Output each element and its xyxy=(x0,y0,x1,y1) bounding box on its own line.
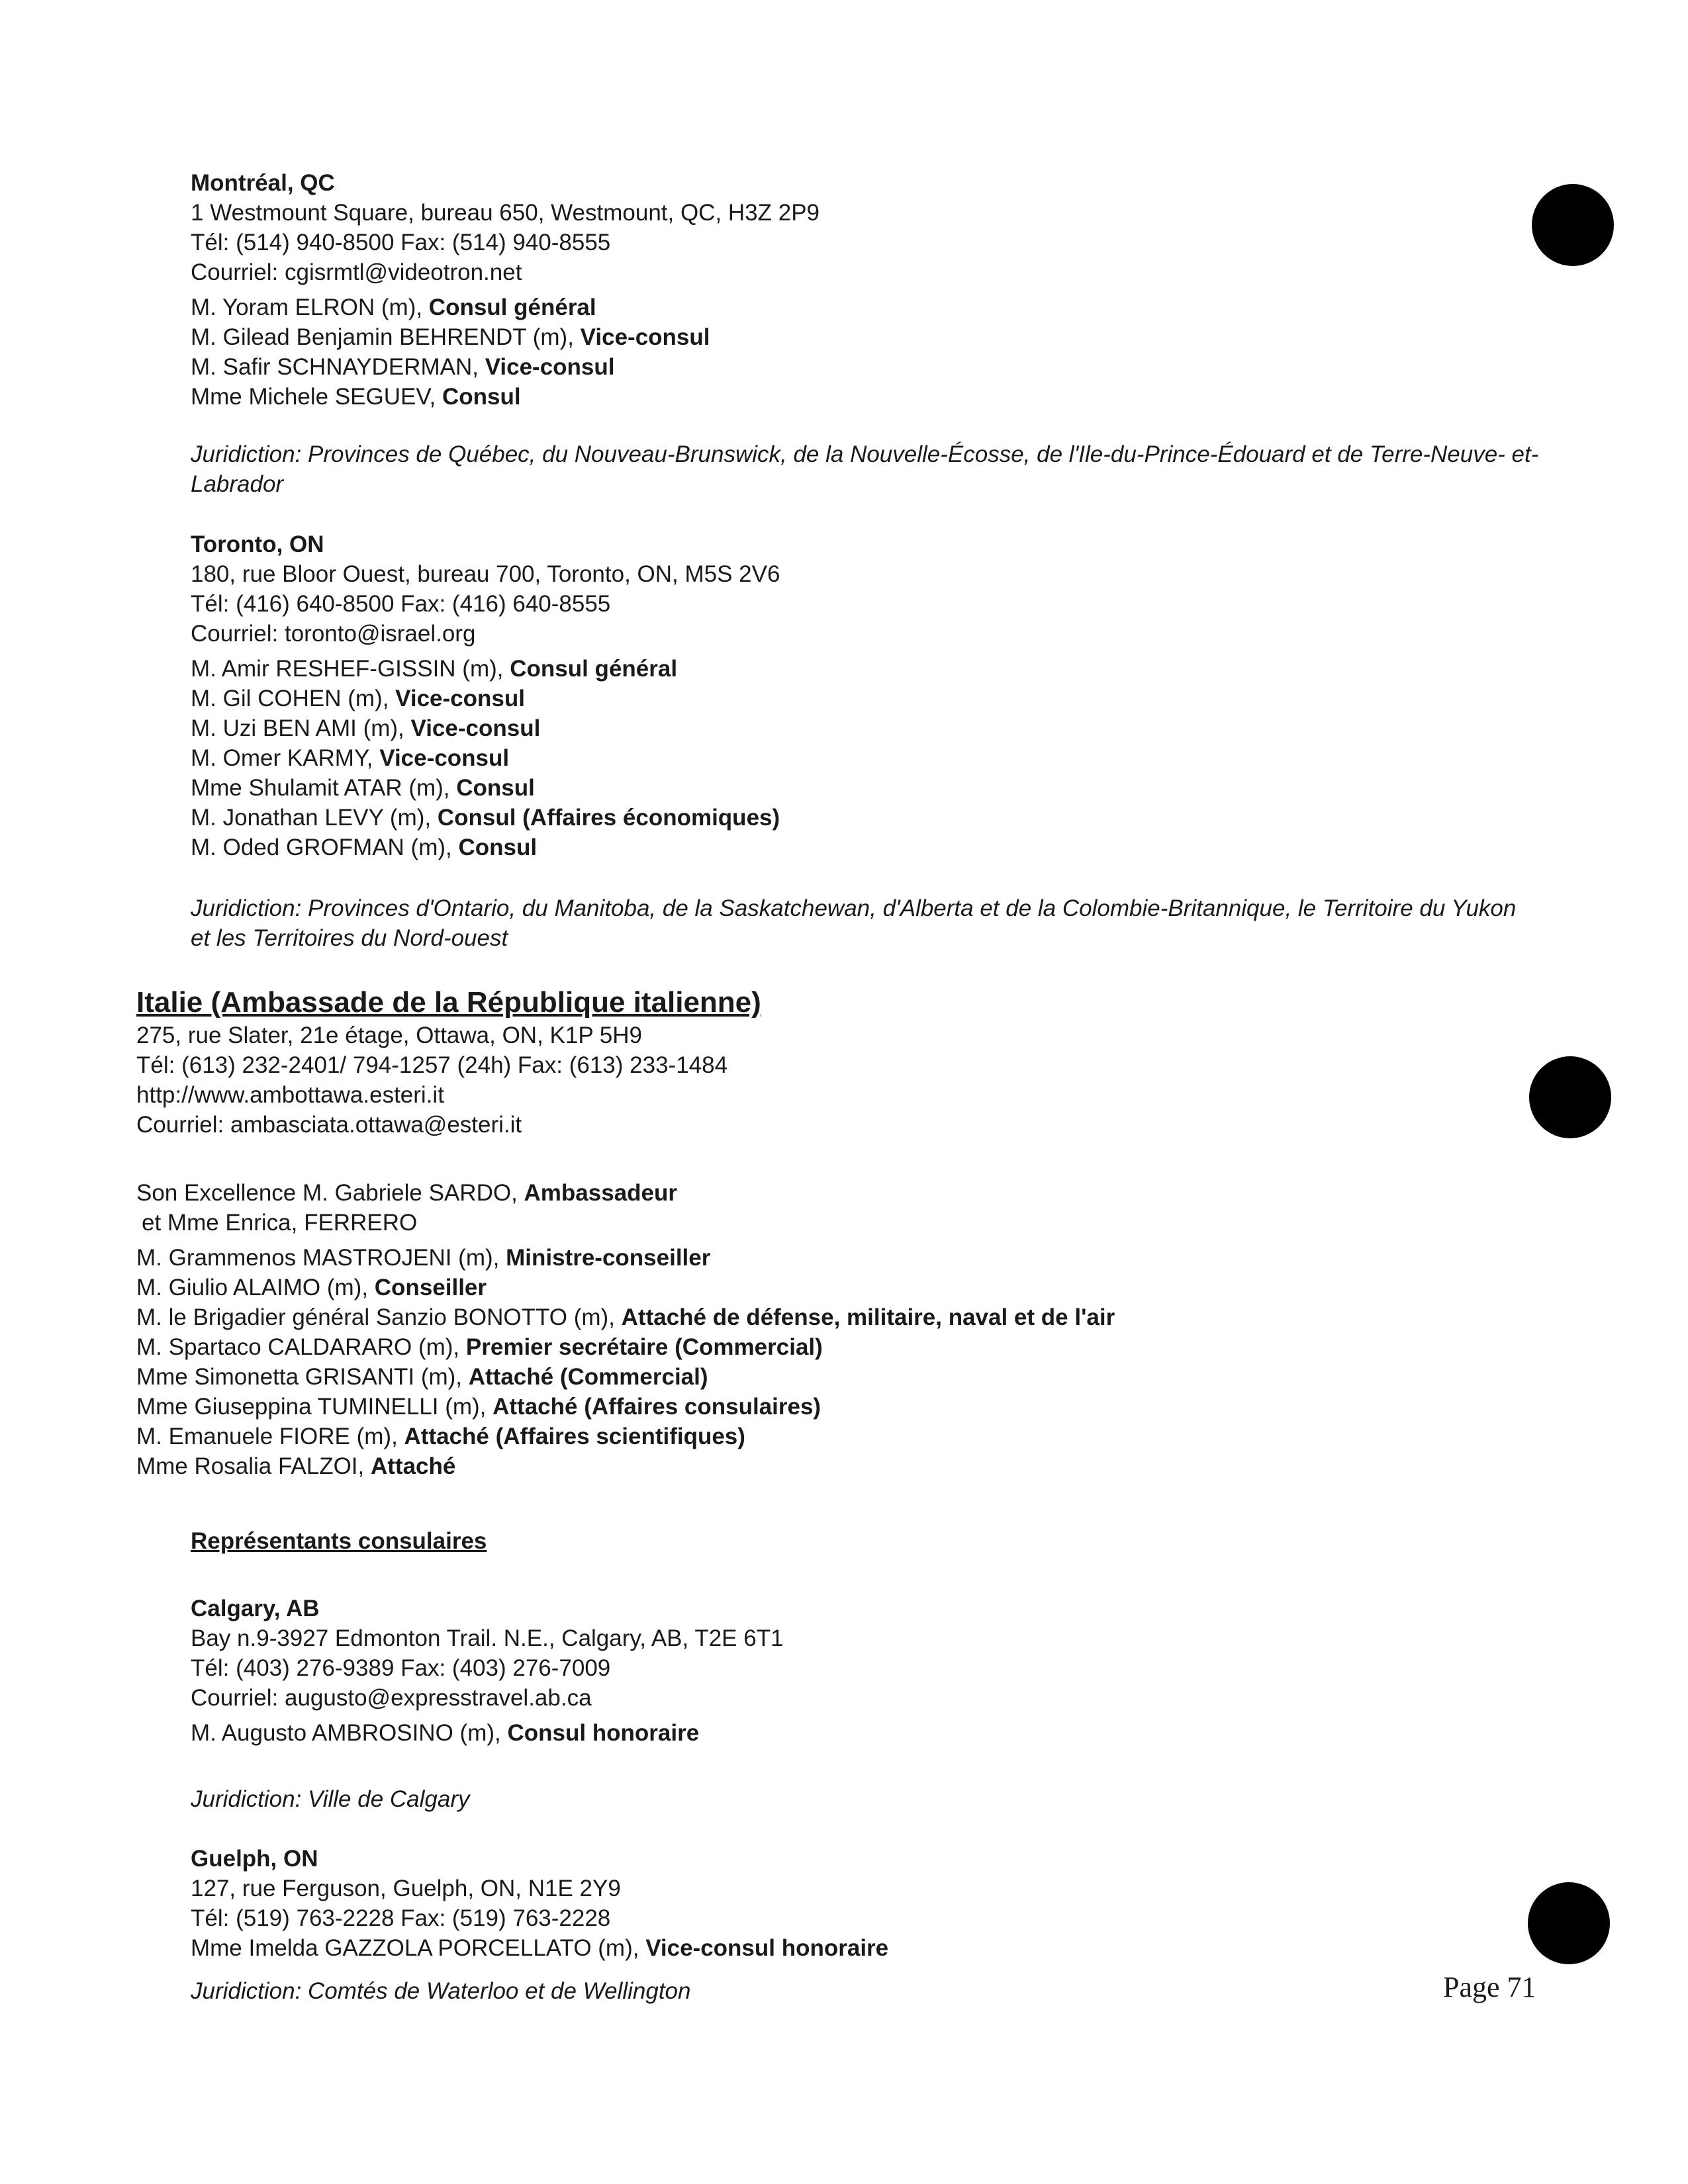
montreal-address: 1 Westmount Square, bureau 650, Westmount, QC, H3Z 2P9 xyxy=(191,200,820,226)
staff-role: Consul général xyxy=(428,295,596,320)
staff-role: Attaché de défense, militaire, naval et de l'air xyxy=(621,1304,1115,1330)
staff-name: M. Grammenos MASTROJENI (m), xyxy=(136,1245,506,1271)
guelph-title: Guelph, ON xyxy=(191,1846,318,1872)
page-number: Page 71 xyxy=(1443,1971,1536,2003)
staff-role: Attaché (Affaires consulaires) xyxy=(492,1394,821,1420)
staff-name: M. Gil COHEN (m), xyxy=(191,686,396,711)
staff-name: M. Jonathan LEVY (m), xyxy=(191,805,438,831)
staff-line xyxy=(191,833,780,862)
staff-line xyxy=(136,1392,1115,1422)
staff-line xyxy=(191,713,780,743)
italie-contact xyxy=(136,1021,727,1140)
calgary-address: Bay n.9-3927 Edmonton Trail. N.E., Calgary, AB, T2E 6T1 xyxy=(191,1625,784,1651)
calgary-jurisdiction: Juridiction: Ville de Calgary xyxy=(191,1786,470,1812)
staff-role: Consul xyxy=(458,835,538,860)
toronto-email: Courriel: toronto@israel.org xyxy=(191,621,476,647)
staff-name: M. Omer KARMY, xyxy=(191,745,380,771)
staff-role: Ambassadeur xyxy=(524,1180,677,1206)
staff-role: Consul (Affaires économiques) xyxy=(437,805,780,831)
staff-name: M. Gilead Benjamin BEHRENDT (m), xyxy=(191,324,581,350)
montreal-email: Courriel: cgisrmtl@videotron.net xyxy=(191,259,522,285)
punch-hole-bottom xyxy=(1528,1882,1610,1964)
staff-line xyxy=(191,743,780,773)
staff-role: Consul xyxy=(456,775,535,801)
staff-role: Attaché xyxy=(370,1453,456,1479)
staff-name: M. Uzi BEN AMI (m), xyxy=(191,715,411,741)
staff-role: Vice-consul xyxy=(485,354,615,380)
staff-role: Premier secrétaire (Commercial) xyxy=(465,1334,823,1360)
staff-role: Vice-consul xyxy=(580,324,710,350)
toronto-section xyxy=(191,529,780,862)
staff-name: Son Excellence M. Gabriele SARDO, xyxy=(136,1180,524,1206)
staff-line xyxy=(136,1422,1115,1451)
staff-role: Attaché (Affaires scientifiques) xyxy=(404,1424,745,1449)
staff-line xyxy=(191,773,780,803)
staff-name: M. Yoram ELRON (m), xyxy=(191,295,429,320)
staff-name: M. le Brigadier général Sanzio BONOTTO (m), xyxy=(136,1304,622,1330)
staff-line xyxy=(191,1718,784,1748)
staff-name: Mme Giuseppina TUMINELLI (m), xyxy=(136,1394,493,1420)
ambassador-line xyxy=(136,1178,1115,1208)
staff-role: Consul honoraire xyxy=(507,1720,700,1746)
staff-line xyxy=(191,654,780,684)
staff-line xyxy=(136,1302,1115,1332)
spouse-line: et Mme Enrica, FERRERO xyxy=(142,1210,418,1236)
staff-line xyxy=(136,1273,1115,1302)
italie-website: http://www.ambottawa.esteri.it xyxy=(136,1082,444,1108)
italie-title: Italie (Ambassade de la République italienne) xyxy=(136,986,761,1019)
toronto-phone: Tél: (416) 640-8500 Fax: (416) 640-8555 xyxy=(191,591,611,617)
staff-role: Vice-consul xyxy=(395,686,525,711)
staff-name: M. Emanuele FIORE (m), xyxy=(136,1424,404,1449)
toronto-jurisdiction: Juridiction: Provinces d'Ontario, du Manitoba, de la Saskatchewan, d'Alberta et de la Colombie-Britannique, le Territoire du Yukon et les Territoires du Nord-ouest xyxy=(191,895,1517,951)
staff-line xyxy=(191,803,780,833)
staff-role: Vice-consul honoraire xyxy=(645,1935,889,1961)
staff-name: Mme Simonetta GRISANTI (m), xyxy=(136,1364,469,1390)
staff-role: Consul général xyxy=(510,656,678,682)
guelph-address: 127, rue Ferguson, Guelph, ON, N1E 2Y9 xyxy=(191,1876,621,1901)
staff-name: M. Spartaco CALDARARO (m), xyxy=(136,1334,466,1360)
staff-name: M. Augusto AMBROSINO (m), xyxy=(191,1720,508,1746)
staff-line xyxy=(136,1451,1115,1481)
punch-hole-top xyxy=(1532,184,1614,266)
guelph-section xyxy=(191,1844,888,1963)
montreal-phone: Tél: (514) 940-8500 Fax: (514) 940-8555 xyxy=(191,230,611,255)
staff-role: Vice-consul xyxy=(379,745,510,771)
calgary-section xyxy=(191,1594,784,1748)
staff-role: Ministre-conseiller xyxy=(506,1245,711,1271)
calgary-email: Courriel: augusto@expresstravel.ab.ca xyxy=(191,1685,592,1711)
guelph-jurisdiction: Juridiction: Comtés de Waterloo et de Wellington xyxy=(191,1978,691,2004)
staff-line xyxy=(136,1332,1115,1362)
staff-name: M. Amir RESHEF-GISSIN (m), xyxy=(191,656,510,682)
staff-name: Mme Imelda GAZZOLA PORCELLATO (m), xyxy=(191,1935,646,1961)
montreal-title: Montréal, QC xyxy=(191,170,335,196)
italie-email: Courriel: ambasciata.ottawa@esteri.it xyxy=(136,1112,522,1138)
montreal-section xyxy=(191,168,820,412)
staff-role: Attaché (Commercial) xyxy=(468,1364,708,1390)
staff-name: M. Safir SCHNAYDERMAN, xyxy=(191,354,485,380)
punch-hole-middle xyxy=(1529,1056,1611,1138)
italie-phone: Tél: (613) 232-2401/ 794-1257 (24h) Fax: (613) 233-1484 xyxy=(136,1052,728,1078)
guelph-phone: Tél: (519) 763-2228 Fax: (519) 763-2228 xyxy=(191,1905,611,1931)
staff-line xyxy=(191,293,820,322)
staff-line xyxy=(191,1933,888,1963)
italie-address: 275, rue Slater, 21e étage, Ottawa, ON, K1P 5H9 xyxy=(136,1023,642,1048)
staff-name: Mme Shulamit ATAR (m), xyxy=(191,775,457,801)
staff-line xyxy=(136,1243,1115,1273)
montreal-jurisdiction: Juridiction: Provinces de Québec, du Nouveau-Brunswick, de la Nouvelle-Écosse, de l'Ile-du-Prince-Édouard et de Terre-Neuve- et-Labrador xyxy=(191,441,1539,497)
toronto-title: Toronto, ON xyxy=(191,531,324,557)
staff-line xyxy=(191,382,820,412)
calgary-phone: Tél: (403) 276-9389 Fax: (403) 276-7009 xyxy=(191,1655,611,1681)
staff-role: Consul xyxy=(442,384,521,410)
consular-representatives-heading: Représentants consulaires xyxy=(191,1528,487,1554)
staff-role: Vice-consul xyxy=(410,715,541,741)
staff-line xyxy=(136,1362,1115,1392)
italie-staff xyxy=(136,1178,1115,1481)
staff-line xyxy=(191,322,820,352)
staff-name: Mme Rosalia FALZOI, xyxy=(136,1453,371,1479)
staff-role: Conseiller xyxy=(374,1275,487,1300)
toronto-address: 180, rue Bloor Ouest, bureau 700, Toronto, ON, M5S 2V6 xyxy=(191,561,780,587)
staff-name: Mme Michele SEGUEV, xyxy=(191,384,442,410)
staff-line xyxy=(191,352,820,382)
calgary-title: Calgary, AB xyxy=(191,1596,320,1621)
staff-name: M. Oded GROFMAN (m), xyxy=(191,835,459,860)
staff-name: M. Giulio ALAIMO (m), xyxy=(136,1275,375,1300)
staff-line xyxy=(191,684,780,713)
